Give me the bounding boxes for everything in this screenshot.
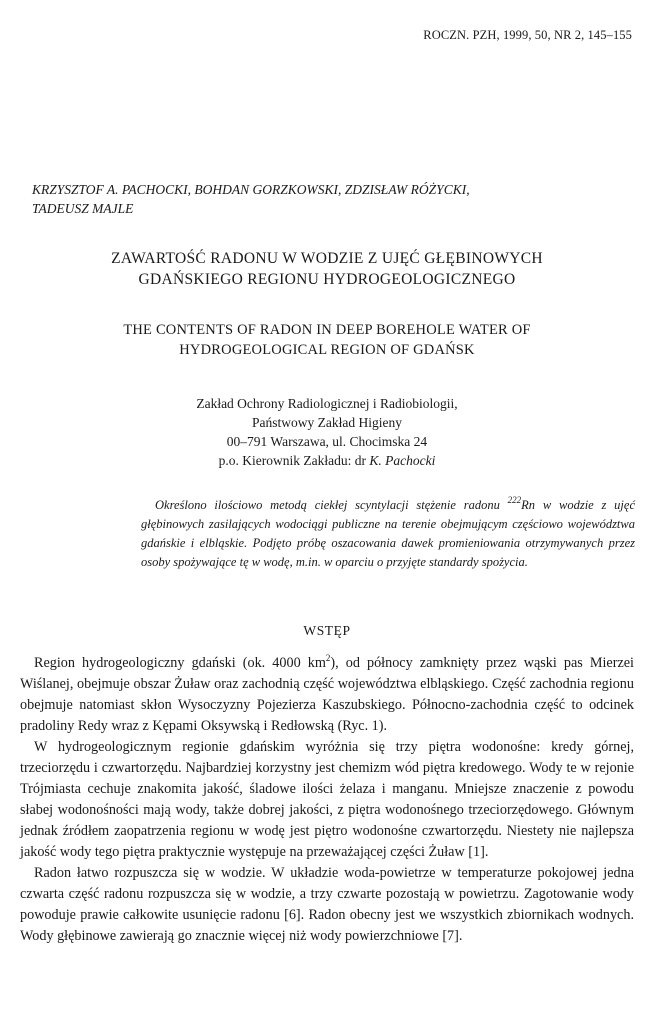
affiliation-head [0,451,654,470]
affiliation-block [0,394,654,470]
authors-line-1: KRZYSZTOF A. PACHOCKI, BOHDAN GORZKOWSKI, ZDZISŁAW RÓŻYCKI, [32,182,470,197]
isotope-symbol: Rn [521,498,536,512]
article-title-english [0,320,654,360]
section-heading-introduction: WSTĘP [303,623,351,638]
paragraph-1 [20,653,634,737]
running-head: ROCZN. PZH, 1999, 50, NR 2, 145–155 [423,28,632,42]
isotope-mass-number: 222 [507,495,522,505]
author-list [32,180,632,218]
title-pl-line-2: GDAŃSKIEGO REGIONU HYDROGEOLOGICZNEGO [138,271,516,288]
affiliation-institution: Państwowy Zakład Higieny [252,415,402,430]
paragraph-3: Radon łatwo rozpuszcza się w wodzie. W układzie woda-powietrze w temperaturze pokojowej jedna czwarta część radonu rozpuszcza się w wodzie, a trzy czwarte pozostają w powietrzu. Zagotowanie wody powoduje prawie całkowite usunięcie radonu [6]. Radon obecny jest we wszystkich zbiornikach wodnych. Wody głębinowe zawierają go znacznie więcej niż wody powierzchniowe [7]. [20,865,634,944]
affiliation-head-name: K. Pachocki [369,453,436,468]
title-en-line-1: THE CONTENTS OF RADON IN DEEP BOREHOLE WATER OF [123,322,531,338]
article-title-polish [0,248,654,290]
abstract-text-start: Określono ilościowo metodą ciekłej scyntylacji stężenie radonu [155,498,508,512]
title-en-line-2: HYDROGEOLOGICAL REGION OF GDAŃSK [179,342,475,358]
paragraph-1-part-1: Region hydrogeologiczny gdański (ok. 4000 km [34,655,326,671]
body-text [20,653,634,947]
paragraph-1-part-2: ), od północy zamknięty przez wąski pas Mierzei Wiślanej, obejmuje obszar Żuław oraz zachodnią część województwa elbląskiego. Część zachodnia regionu obejmuje natomiast skłon Wysoczyzny Pojezierza Kaszubskiego. Północno-zachodnia część to odcinek pradoliny Redy wraz z Kępami Oksywską i Redłowską (Ryc. 1). [20,655,634,734]
abstract-text-end: w wodzie z ujęć głębinowych zasilających wodociągi publiczne na terenie obejmującym częściowo województwa gdańskie i elbląskie. Podjęto próbę oszacowania dawek promieniowania otrzymywanych przez osoby spożywające tę w wodę, m.in. w oparciu o przyjęte standardy spożycia. [141,498,635,569]
affiliation-head-prefix: p.o. Kierownik Zakładu: dr [218,453,370,468]
authors-line-2: TADEUSZ MAJLE [32,201,134,216]
affiliation-department: Zakład Ochrony Radiologicznej i Radiobiologii, [196,396,458,411]
title-pl-line-1: ZAWARTOŚĆ RADONU W WODZIE Z UJĘĆ GŁĘBINOWYCH [111,250,543,267]
abstract [141,496,635,572]
area-unit-exponent: 2 [325,653,331,663]
paragraph-2: W hydrogeologicznym regionie gdańskim wyróżnia się trzy piętra wodonośne: kredy górnej, trzeciorzędu i czwartorzędu. Najbardziej korzystny jest chemizm wód piętra kredowego. Wody te w rejonie Trójmiasta cechuje znakomita jakość, śladowe ilości żelaza i manganu. Mniejsze znaczenie z powodu słabej wodonośności mają wody, także dobrej jakości, z piętra wodonośnego trzeciorzędowego. Głównym jednak źródłem zaopatrzenia regionu w wodę jest piętro wodonośne czwartorzędu. Niestety nie najlepsza jakość wody tego piętra praktycznie występuje na przeważającej części Żuław [1]. [20,739,634,860]
affiliation-address: 00–791 Warszawa, ul. Chocimska 24 [226,434,428,449]
